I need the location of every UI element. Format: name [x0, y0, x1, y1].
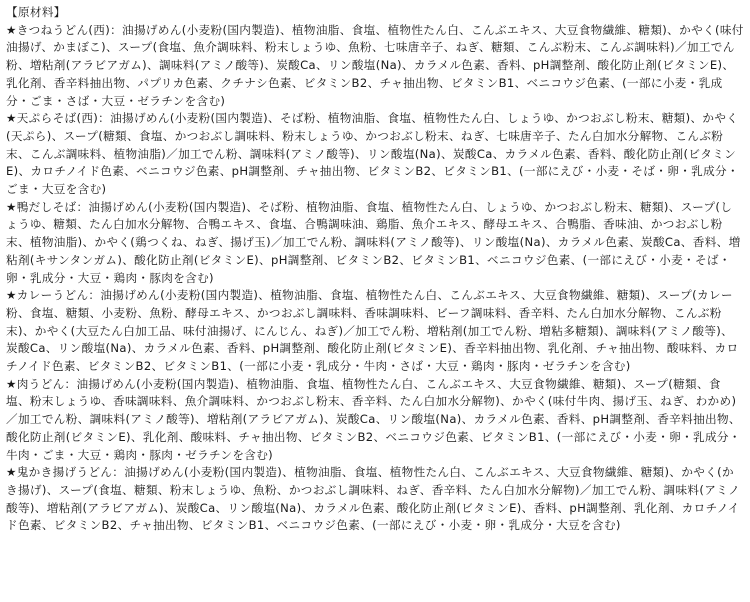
ingredient-entry-tempura-soba: ★天ぷらそば(西)：油揚げめん(小麦粉(国内製造)、そば粉、植物油脂、食塩、植物性たん白、しょうゆ、かつおぶし粉末、糖類)、かやく(天ぷら)、スープ(糖類、食塩、かつおぶし調味料、粉末しょうゆ、かつおぶし粉末、ねぎ、七味唐辛子、たん白加水分解物、こんぶ粉末、こんぶ調味料、植物油脂)／加工でん粉、調味料(アミノ酸等)、リン酸塩(Na)、炭酸Ca、カラメル色素、香料、酸化防止剤(ビタミンE)、カロチノイド色素、ベニコウジ色素、pH調整剤、チャ抽出物、ビタミンB2、ビタミンB1、(一部にえび・小麦・そば・卵・乳成分・ごま・大豆を含む): [6, 111, 739, 197]
ingredient-entry-oni-kakiage-udon: ★鬼かき揚げうどん：油揚げめん(小麦粉(国内製造)、植物油脂、食塩、植物性たん白、こんぶエキス、大豆食物繊維、糖類)、かやく(かき揚げ)、スープ(食塩、糖類、粉末しょうゆ、魚粉、かつおぶし調味料、ねぎ、香辛料、たん白加水分解物)／加工でん粉、調味料(アミノ酸等)、増粘剤(アラビアガム)、炭酸Ca、リン酸塩(Na)、カラメル色素、酸化防止剤(ビタミンE)、香料、pH調整剤、乳化剤、カロチノイド色素、ビタミンB2、チャ抽出物、ビタミンB1、ベニコウジ色素、(一部にえび・小麦・卵・乳成分・大豆を含む): [6, 465, 741, 533]
section-heading: 【原材料】: [6, 5, 66, 19]
ingredient-entry-niku-udon: ★肉うどん：油揚げめん(小麦粉(国内製造)、植物油脂、食塩、植物性たん白、こんぶエキス、大豆食物繊維、糖類)、スープ(糖類、食塩、粉末しょうゆ、香味調味料、魚介調味料、かつおぶし粉末、香辛料、たん白加水分解物)、かやく(味付牛肉、揚げ玉、ねぎ、わかめ)／加工でん粉、調味料(アミノ酸等)、増粘剤(アラビアガム)、炭酸Ca、リン酸塩(Na)、カラメル色素、香料、pH調整剤、香辛料抽出物、酸化防止剤(ビタミンE)、乳化剤、酸味料、チャ抽出物、ビタミンB2、ベニコウジ色素、ビタミンB1、(一部にえび・小麦・卵・乳成分・牛肉・ごま・大豆・鶏肉・豚肉・ゼラチンを含む): [6, 376, 741, 462]
ingredient-entry-kitsune-udon: ★きつねうどん(西)：油揚げめん(小麦粉(国内製造)、植物油脂、食塩、植物性たん白、こんぶエキス、大豆食物繊維、糖類)、かやく(味付油揚げ、かまぼこ)、スープ(食塩、魚介調味料、粉末しょうゆ、魚粉、七味唐辛子、ねぎ、糖類、こんぶ粉末、こんぶ調味料)／加工でん粉、増粘剤(アラビアガム)、調味料(アミノ酸等)、炭酸Ca、リン酸塩(Na)、カラメル色素、香料、pH調整剤、酸化防止剤(ビタミンE)、乳化剤、香辛料抽出物、パプリカ色素、クチナシ色素、ビタミンB2、チャ抽出物、ビタミンB1、ベニコウジ色素、(一部に小麦・乳成分・ごま・さば・大豆・ゼラチンを含む): [6, 22, 744, 108]
ingredient-entry-kamo-dashi-soba: ★鴨だしそば：油揚げめん(小麦粉(国内製造)、そば粉、植物油脂、食塩、植物性たん白、しょうゆ、かつおぶし粉末、糖類)、スープ(しょうゆ、糖類、たん白加水分解物、合鴨エキス、食塩、合鴨調味油、鶏脂、魚介エキス、酵母エキス、合鴨脂、香味油、かつおぶし粉末、植物油脂)、かやく(鶏つくね、ねぎ、揚げ玉)／加工でん粉、調味料(アミノ酸等)、リン酸塩(Na)、カラメル色素、炭酸Ca、香料、増粘剤(キサンタンガム)、酸化防止剤(ビタミンE)、pH調整剤、ビタミンB2、ビタミンB1、ベニコウジ色素、(一部にえび・小麦・そば・卵・乳成分・大豆・鶏肉・豚肉を含む): [6, 199, 741, 285]
ingredient-entry-curry-udon: ★カレーうどん：油揚げめん(小麦粉(国内製造)、植物油脂、食塩、植物性たん白、こんぶエキス、大豆食物繊維、糖類)、スープ(カレー粉、食塩、糖類、小麦粉、魚粉、酵母エキス、かつおぶし調味料、香味調味料、ビーフ調味料、香辛料、たん白加水分解物、こんぶ粉末)、かやく(大豆たん白加工品、味付油揚げ、にんじん、ねぎ)／加工でん粉、増粘剤(加工でん粉、増粘多糖類)、調味料(アミノ酸等)、炭酸Ca、リン酸塩(Na)、カラメル色素、香料、pH調整剤、酸化防止剤(ビタミンE)、香辛料抽出物、乳化剤、チャ抽出物、酸味料、カロチノイド色素、ビタミンB2、ビタミンB1、(一部に小麦・乳成分・牛肉・さば・大豆・鶏肉・豚肉・ゼラチンを含む): [6, 288, 739, 374]
